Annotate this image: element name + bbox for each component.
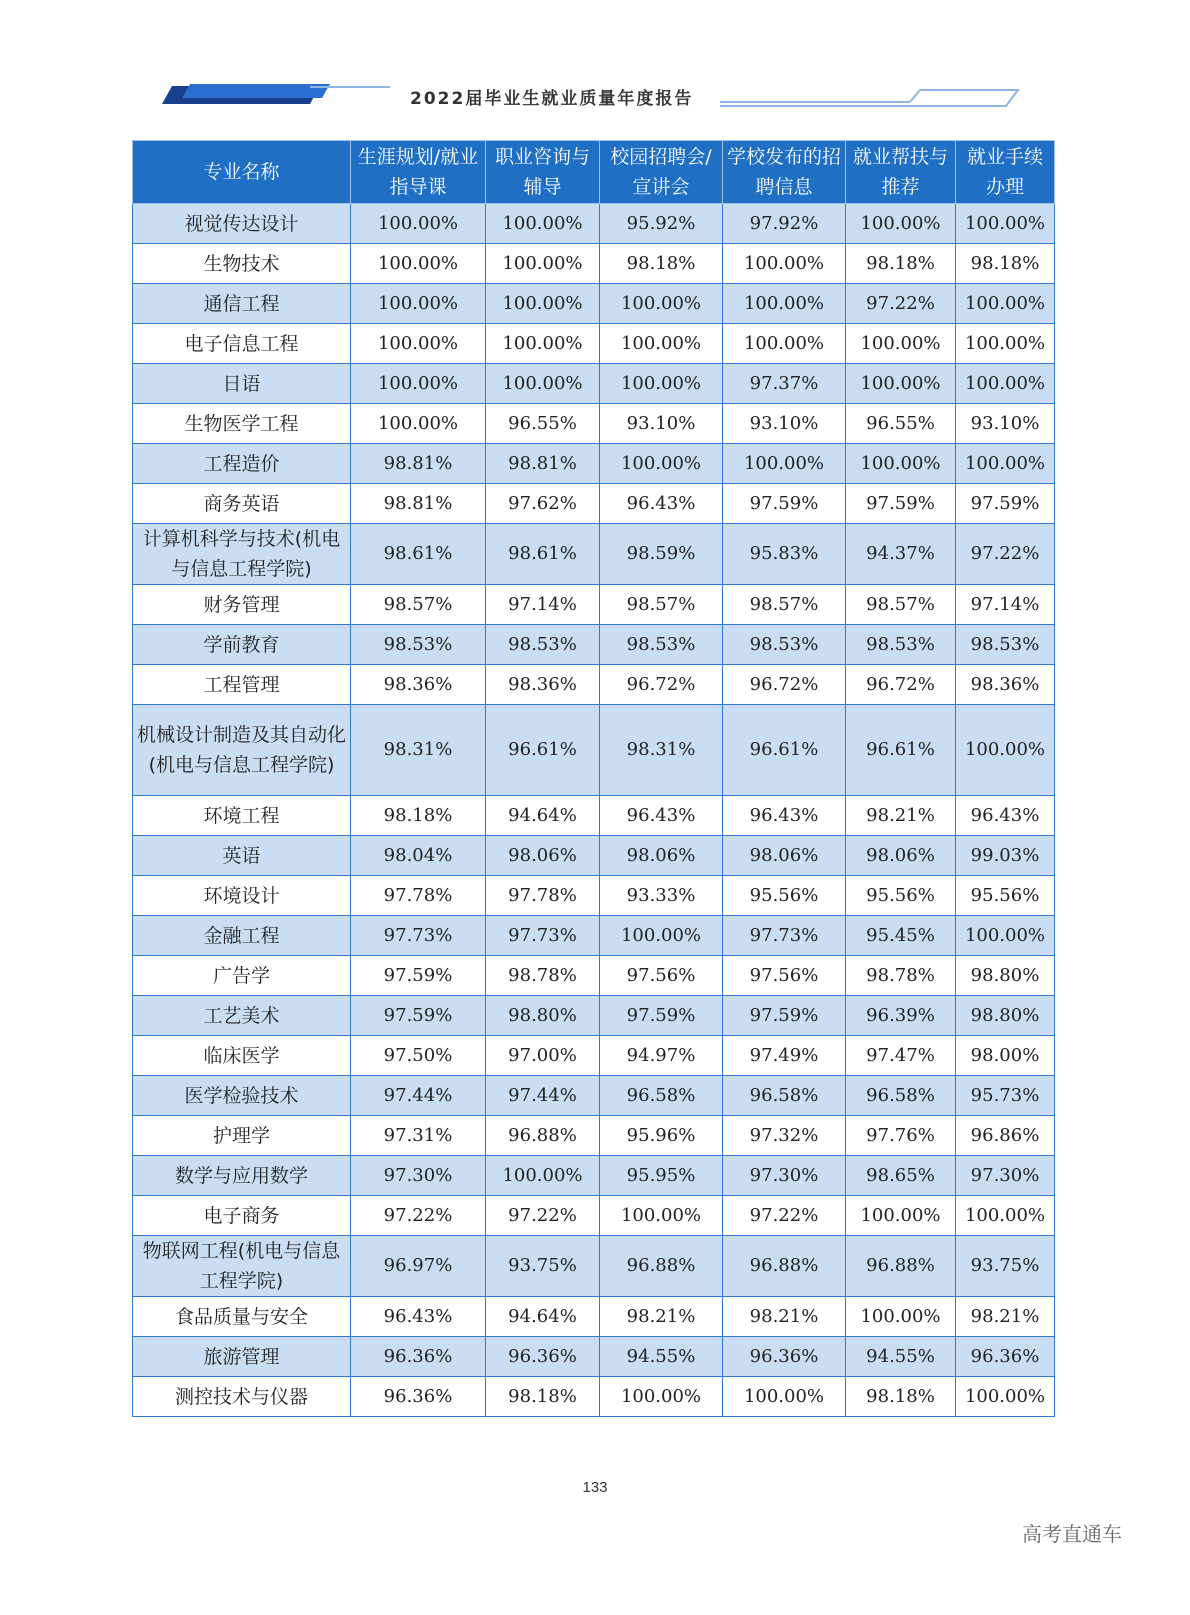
percentage-cell: 97.30%	[956, 1156, 1055, 1196]
percentage-cell: 98.31%	[600, 705, 723, 796]
percentage-cell: 98.06%	[846, 836, 956, 876]
percentage-cell: 98.06%	[723, 836, 846, 876]
table-row	[133, 1036, 1055, 1076]
major-name-cell: 金融工程	[133, 916, 351, 956]
percentage-cell: 93.75%	[486, 1236, 600, 1297]
table-row	[133, 404, 1055, 444]
major-name-cell: 工程造价	[133, 444, 351, 484]
percentage-cell: 97.73%	[723, 916, 846, 956]
percentage-cell: 100.00%	[351, 284, 486, 324]
percentage-cell: 98.57%	[600, 585, 723, 625]
percentage-cell: 98.18%	[956, 244, 1055, 284]
major-name-cell: 机械设计制造及其自动化(机电与信息工程学院)	[133, 705, 351, 796]
percentage-cell: 100.00%	[486, 284, 600, 324]
percentage-cell: 96.58%	[846, 1076, 956, 1116]
percentage-cell: 98.53%	[486, 625, 600, 665]
percentage-cell: 97.14%	[956, 585, 1055, 625]
percentage-cell: 100.00%	[486, 364, 600, 404]
percentage-cell: 97.59%	[351, 956, 486, 996]
percentage-cell: 98.21%	[723, 1297, 846, 1337]
percentage-cell: 100.00%	[486, 324, 600, 364]
table-row	[133, 796, 1055, 836]
major-name-cell: 英语	[133, 836, 351, 876]
percentage-cell: 98.18%	[846, 1377, 956, 1417]
column-header: 学校发布的招聘信息	[723, 141, 846, 204]
percentage-cell: 100.00%	[956, 1377, 1055, 1417]
percentage-cell: 98.00%	[956, 1036, 1055, 1076]
percentage-cell: 100.00%	[600, 444, 723, 484]
percentage-cell: 97.59%	[723, 996, 846, 1036]
table-row	[133, 324, 1055, 364]
table-row	[133, 1236, 1055, 1297]
percentage-cell: 100.00%	[956, 444, 1055, 484]
table-row	[133, 1377, 1055, 1417]
watermark: 高考直通车	[1022, 1522, 1122, 1546]
percentage-cell: 98.06%	[600, 836, 723, 876]
percentage-cell: 97.44%	[486, 1076, 600, 1116]
percentage-cell: 94.37%	[846, 524, 956, 585]
percentage-cell: 100.00%	[486, 204, 600, 244]
percentage-cell: 97.59%	[600, 996, 723, 1036]
percentage-cell: 98.36%	[956, 665, 1055, 705]
table-row	[133, 836, 1055, 876]
percentage-cell: 97.22%	[486, 1196, 600, 1236]
percentage-cell: 96.39%	[846, 996, 956, 1036]
percentage-cell: 100.00%	[351, 404, 486, 444]
percentage-cell: 100.00%	[846, 364, 956, 404]
major-name-cell: 财务管理	[133, 585, 351, 625]
percentage-cell: 94.64%	[486, 796, 600, 836]
percentage-cell: 97.30%	[351, 1156, 486, 1196]
percentage-cell: 100.00%	[846, 1196, 956, 1236]
major-name-cell: 环境工程	[133, 796, 351, 836]
percentage-cell: 96.61%	[846, 705, 956, 796]
percentage-cell: 98.31%	[351, 705, 486, 796]
employment-service-table	[132, 140, 1055, 1417]
percentage-cell: 95.56%	[846, 876, 956, 916]
percentage-cell: 96.43%	[956, 796, 1055, 836]
column-header: 就业手续办理	[956, 141, 1055, 204]
percentage-cell: 100.00%	[723, 244, 846, 284]
percentage-cell: 93.10%	[956, 404, 1055, 444]
percentage-cell: 97.56%	[600, 956, 723, 996]
percentage-cell: 93.10%	[723, 404, 846, 444]
percentage-cell: 100.00%	[723, 444, 846, 484]
percentage-cell: 96.88%	[846, 1236, 956, 1297]
percentage-cell: 98.80%	[486, 996, 600, 1036]
percentage-cell: 96.86%	[956, 1116, 1055, 1156]
percentage-cell: 98.06%	[486, 836, 600, 876]
percentage-cell: 95.96%	[600, 1116, 723, 1156]
percentage-cell: 100.00%	[351, 364, 486, 404]
percentage-cell: 96.43%	[600, 796, 723, 836]
table-row	[133, 444, 1055, 484]
percentage-cell: 100.00%	[956, 204, 1055, 244]
percentage-cell: 98.53%	[956, 625, 1055, 665]
percentage-cell: 100.00%	[723, 324, 846, 364]
table-row	[133, 284, 1055, 324]
percentage-cell: 97.00%	[486, 1036, 600, 1076]
table-row	[133, 876, 1055, 916]
table-row	[133, 364, 1055, 404]
percentage-cell: 97.59%	[846, 484, 956, 524]
major-name-cell: 旅游管理	[133, 1337, 351, 1377]
percentage-cell: 94.97%	[600, 1036, 723, 1076]
percentage-cell: 100.00%	[956, 324, 1055, 364]
percentage-cell: 97.78%	[486, 876, 600, 916]
percentage-cell: 97.92%	[723, 204, 846, 244]
major-name-cell: 物联网工程(机电与信息工程学院)	[133, 1236, 351, 1297]
percentage-cell: 100.00%	[846, 324, 956, 364]
percentage-cell: 97.76%	[846, 1116, 956, 1156]
percentage-cell: 95.45%	[846, 916, 956, 956]
percentage-cell: 97.22%	[723, 1196, 846, 1236]
report-title: 2022届毕业生就业质量年度报告	[410, 89, 694, 109]
major-name-cell: 护理学	[133, 1116, 351, 1156]
table-row	[133, 665, 1055, 705]
major-name-cell: 生物技术	[133, 244, 351, 284]
percentage-cell: 96.43%	[723, 796, 846, 836]
percentage-cell: 95.56%	[956, 876, 1055, 916]
table-row	[133, 996, 1055, 1036]
percentage-cell: 97.44%	[351, 1076, 486, 1116]
percentage-cell: 100.00%	[956, 364, 1055, 404]
percentage-cell: 97.73%	[351, 916, 486, 956]
major-name-cell: 医学检验技术	[133, 1076, 351, 1116]
percentage-cell: 96.58%	[723, 1076, 846, 1116]
percentage-cell: 96.88%	[723, 1236, 846, 1297]
percentage-cell: 97.32%	[723, 1116, 846, 1156]
percentage-cell: 100.00%	[600, 916, 723, 956]
table-row	[133, 244, 1055, 284]
percentage-cell: 98.61%	[351, 524, 486, 585]
percentage-cell: 98.53%	[846, 625, 956, 665]
column-header: 生涯规划/就业指导课	[351, 141, 486, 204]
percentage-cell: 97.59%	[351, 996, 486, 1036]
percentage-cell: 96.36%	[351, 1337, 486, 1377]
percentage-cell: 98.81%	[351, 484, 486, 524]
percentage-cell: 98.53%	[600, 625, 723, 665]
percentage-cell: 95.92%	[600, 204, 723, 244]
page-number: 133	[582, 1479, 608, 1496]
major-name-cell: 生物医学工程	[133, 404, 351, 444]
percentage-cell: 96.97%	[351, 1236, 486, 1297]
percentage-cell: 96.88%	[600, 1236, 723, 1297]
percentage-cell: 98.04%	[351, 836, 486, 876]
percentage-cell: 96.55%	[846, 404, 956, 444]
percentage-cell: 98.78%	[486, 956, 600, 996]
percentage-cell: 96.36%	[956, 1337, 1055, 1377]
percentage-cell: 97.59%	[956, 484, 1055, 524]
percentage-cell: 100.00%	[846, 204, 956, 244]
percentage-cell: 97.50%	[351, 1036, 486, 1076]
percentage-cell: 98.65%	[846, 1156, 956, 1196]
major-name-cell: 测控技术与仪器	[133, 1377, 351, 1417]
percentage-cell: 100.00%	[486, 1156, 600, 1196]
percentage-cell: 97.49%	[723, 1036, 846, 1076]
column-header: 专业名称	[133, 141, 351, 204]
percentage-cell: 98.57%	[351, 585, 486, 625]
major-name-cell: 环境设计	[133, 876, 351, 916]
percentage-cell: 97.22%	[956, 524, 1055, 585]
percentage-cell: 93.75%	[956, 1236, 1055, 1297]
percentage-cell: 98.80%	[956, 996, 1055, 1036]
percentage-cell: 100.00%	[723, 284, 846, 324]
percentage-cell: 100.00%	[486, 244, 600, 284]
major-name-cell: 计算机科学与技术(机电与信息工程学院)	[133, 524, 351, 585]
percentage-cell: 95.95%	[600, 1156, 723, 1196]
table-row	[133, 1076, 1055, 1116]
percentage-cell: 96.88%	[486, 1116, 600, 1156]
percentage-cell: 95.73%	[956, 1076, 1055, 1116]
percentage-cell: 96.61%	[723, 705, 846, 796]
percentage-cell: 100.00%	[956, 705, 1055, 796]
percentage-cell: 97.62%	[486, 484, 600, 524]
major-name-cell: 工程管理	[133, 665, 351, 705]
column-header: 校园招聘会/宣讲会	[600, 141, 723, 204]
percentage-cell: 96.43%	[600, 484, 723, 524]
percentage-cell: 100.00%	[600, 1377, 723, 1417]
percentage-cell: 98.78%	[846, 956, 956, 996]
percentage-cell: 100.00%	[956, 916, 1055, 956]
table-row	[133, 1297, 1055, 1337]
major-name-cell: 日语	[133, 364, 351, 404]
percentage-cell: 100.00%	[600, 364, 723, 404]
percentage-cell: 95.56%	[723, 876, 846, 916]
percentage-cell: 93.33%	[600, 876, 723, 916]
table-row	[133, 705, 1055, 796]
percentage-cell: 96.36%	[723, 1337, 846, 1377]
table-row	[133, 1196, 1055, 1236]
column-header: 职业咨询与辅导	[486, 141, 600, 204]
percentage-cell: 100.00%	[846, 1297, 956, 1337]
percentage-cell: 97.73%	[486, 916, 600, 956]
percentage-cell: 96.36%	[351, 1377, 486, 1417]
percentage-cell: 96.61%	[486, 705, 600, 796]
percentage-cell: 98.61%	[486, 524, 600, 585]
percentage-cell: 98.53%	[351, 625, 486, 665]
percentage-cell: 100.00%	[351, 204, 486, 244]
major-name-cell: 临床医学	[133, 1036, 351, 1076]
percentage-cell: 100.00%	[956, 284, 1055, 324]
percentage-cell: 99.03%	[956, 836, 1055, 876]
percentage-cell: 98.57%	[846, 585, 956, 625]
percentage-cell: 100.00%	[351, 324, 486, 364]
column-header: 就业帮扶与推荐	[846, 141, 956, 204]
table-row	[133, 1337, 1055, 1377]
percentage-cell: 96.72%	[846, 665, 956, 705]
percentage-cell: 96.36%	[486, 1337, 600, 1377]
table-row	[133, 484, 1055, 524]
percentage-cell: 97.47%	[846, 1036, 956, 1076]
percentage-cell: 98.59%	[600, 524, 723, 585]
percentage-cell: 98.18%	[486, 1377, 600, 1417]
percentage-cell: 94.55%	[846, 1337, 956, 1377]
percentage-cell: 97.37%	[723, 364, 846, 404]
percentage-cell: 100.00%	[956, 1196, 1055, 1236]
percentage-cell: 98.21%	[956, 1297, 1055, 1337]
table-header-row	[133, 141, 1055, 204]
percentage-cell: 98.18%	[351, 796, 486, 836]
percentage-cell: 97.78%	[351, 876, 486, 916]
percentage-cell: 93.10%	[600, 404, 723, 444]
percentage-cell: 98.81%	[486, 444, 600, 484]
percentage-cell: 96.43%	[351, 1297, 486, 1337]
table-row	[133, 1116, 1055, 1156]
major-name-cell: 电子信息工程	[133, 324, 351, 364]
percentage-cell: 98.21%	[600, 1297, 723, 1337]
percentage-cell: 98.18%	[600, 244, 723, 284]
percentage-cell: 96.72%	[600, 665, 723, 705]
percentage-cell: 98.36%	[351, 665, 486, 705]
major-name-cell: 电子商务	[133, 1196, 351, 1236]
percentage-cell: 100.00%	[600, 324, 723, 364]
major-name-cell: 广告学	[133, 956, 351, 996]
table-row	[133, 956, 1055, 996]
percentage-cell: 97.56%	[723, 956, 846, 996]
percentage-cell: 97.14%	[486, 585, 600, 625]
percentage-cell: 97.31%	[351, 1116, 486, 1156]
major-name-cell: 数学与应用数学	[133, 1156, 351, 1196]
table-row	[133, 204, 1055, 244]
percentage-cell: 97.30%	[723, 1156, 846, 1196]
percentage-cell: 98.57%	[723, 585, 846, 625]
percentage-cell: 98.36%	[486, 665, 600, 705]
percentage-cell: 96.72%	[723, 665, 846, 705]
percentage-cell: 98.18%	[846, 244, 956, 284]
major-name-cell: 视觉传达设计	[133, 204, 351, 244]
percentage-cell: 100.00%	[846, 444, 956, 484]
major-name-cell: 商务英语	[133, 484, 351, 524]
percentage-cell: 95.83%	[723, 524, 846, 585]
percentage-cell: 100.00%	[600, 284, 723, 324]
percentage-cell: 100.00%	[723, 1377, 846, 1417]
percentage-cell: 98.21%	[846, 796, 956, 836]
percentage-cell: 98.80%	[956, 956, 1055, 996]
percentage-cell: 98.81%	[351, 444, 486, 484]
major-name-cell: 工艺美术	[133, 996, 351, 1036]
major-name-cell: 学前教育	[133, 625, 351, 665]
table-body	[133, 204, 1055, 1417]
table-row	[133, 1156, 1055, 1196]
percentage-cell: 94.64%	[486, 1297, 600, 1337]
major-name-cell: 食品质量与安全	[133, 1297, 351, 1337]
table-row	[133, 916, 1055, 956]
major-name-cell: 通信工程	[133, 284, 351, 324]
percentage-cell: 94.55%	[600, 1337, 723, 1377]
percentage-cell: 98.53%	[723, 625, 846, 665]
percentage-cell: 96.58%	[600, 1076, 723, 1116]
percentage-cell: 96.55%	[486, 404, 600, 444]
percentage-cell: 97.22%	[846, 284, 956, 324]
table-row	[133, 585, 1055, 625]
percentage-cell: 100.00%	[600, 1196, 723, 1236]
table-row	[133, 625, 1055, 665]
table-row	[133, 524, 1055, 585]
percentage-cell: 97.22%	[351, 1196, 486, 1236]
percentage-cell: 97.59%	[723, 484, 846, 524]
percentage-cell: 100.00%	[351, 244, 486, 284]
